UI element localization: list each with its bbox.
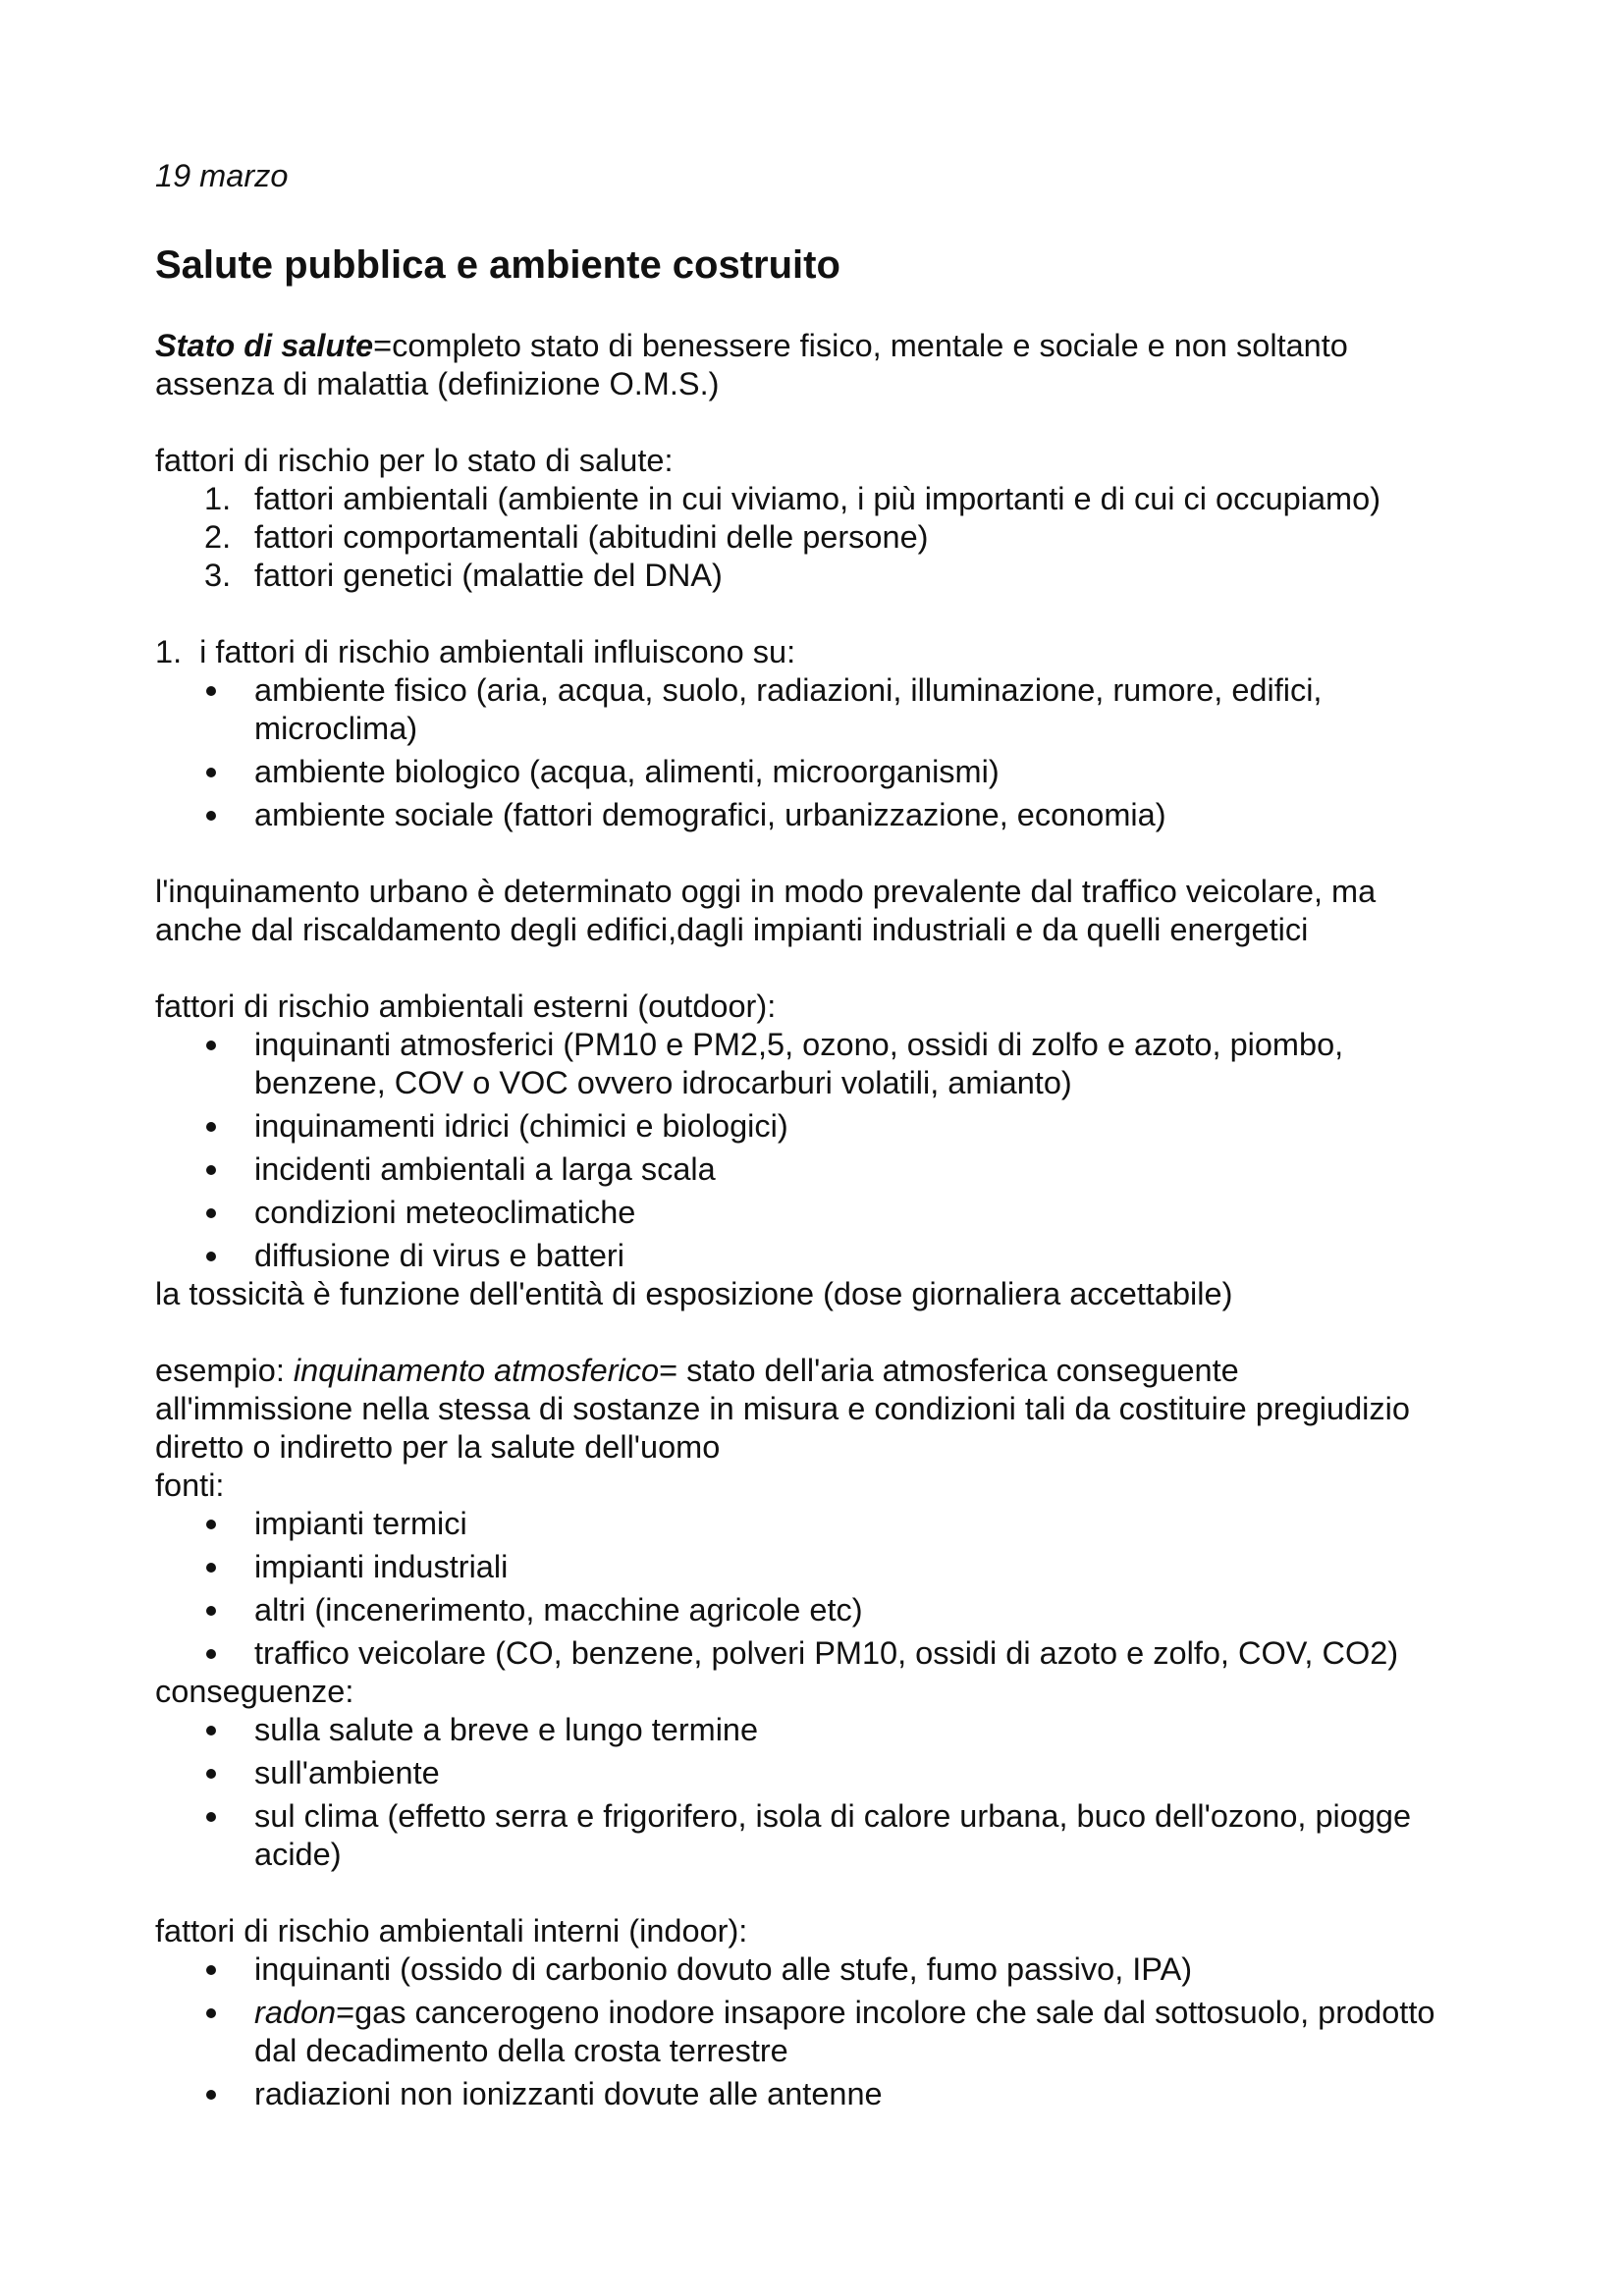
list-item: impianti termici [155, 1505, 1510, 1543]
consequences-label: conseguenze: [155, 1674, 354, 1709]
list-item: 1. fattori ambientali (ambiente in cui viviamo, i più importanti e di cui ci occupiamo) [204, 481, 1381, 516]
environmental-list [155, 671, 1510, 834]
definition-text-line2: assenza di malattia (definizione O.M.S.) [155, 366, 720, 401]
list-item: impianti industriali [155, 1548, 1510, 1586]
consequences-list [155, 1711, 1510, 1874]
bullet-icon [206, 811, 216, 821]
list-item: altri (incenerimento, macchine agricole etc) [155, 1591, 1510, 1629]
indoor-section [155, 1912, 1510, 2113]
list-item: radiazioni non ionizzanti dovute alle antenne [155, 2075, 1510, 2113]
list-item: ambiente fisico (aria, acqua, suolo, radiazioni, illuminazione, rumore, edifici, microclima) [155, 671, 1510, 748]
bullet-icon [206, 1165, 216, 1175]
bullet-icon [206, 1606, 216, 1616]
environmental-intro: 1. i fattori di rischio ambientali influiscono su: [155, 634, 796, 669]
bullet-icon [206, 1520, 216, 1529]
list-item: radon=gas cancerogeno inodore insapore incolore che sale dal sottosuolo, prodotto dal decadimento della crosta terrestre [155, 1994, 1510, 2070]
list-item: 2. fattori comportamentali (abitudini delle persone) [204, 519, 929, 555]
list-item: sul clima (effetto serra e frigorifero, isola di calore urbana, buco dell'ozono, piogge acide) [155, 1797, 1510, 1874]
bullet-icon [206, 1726, 216, 1735]
outdoor-intro: fattori di rischio ambientali esterni (outdoor): [155, 988, 777, 1024]
bullet-icon [206, 1122, 216, 1132]
bullet-icon [206, 686, 216, 696]
bullet-icon [206, 1208, 216, 1218]
bullet-icon [206, 2008, 216, 2018]
example-section: esempio: inquinamento atmosferico= stato dell'aria atmosferica conseguente all'immissione nella stessa di sostanze in misura e condizioni tali da costituire pregiudizio diretto o indiretto per la salute dell'uomo fonti: impianti termici impianti industriali altri (incenerimento, macchine agricole etc) traffico veicolare (CO, benzene, polveri PM10, ossidi di azoto e zolfo, COV, CO2) conseguenze: sulla salute a breve e lungo termine sull'ambiente sul clima (effetto serra e frigorifero, isola di calore urbana, buco dell'ozono, piogge acide) [155, 1352, 1510, 1874]
list-item: ambiente biologico (acqua, alimenti, microorganismi) [155, 753, 1510, 791]
indoor-list [155, 1950, 1510, 2113]
list-item: 3. fattori genetici (malattie del DNA) [204, 558, 723, 593]
bullet-icon [206, 768, 216, 777]
definition-paragraph [155, 327, 1510, 403]
indoor-intro: fattori di rischio ambientali interni (indoor): [155, 1913, 748, 1949]
bullet-icon [206, 1769, 216, 1779]
environmental-section [155, 633, 1510, 834]
definition-term: Stato di salute [155, 328, 374, 363]
page-title: Salute pubblica e ambiente costruito [155, 243, 840, 287]
definition-text-line1: =completo stato di benessere fisico, mentale e sociale e non soltanto [373, 328, 1348, 363]
bullet-icon [206, 1812, 216, 1822]
list-item: traffico veicolare (CO, benzene, polveri PM10, ossidi di azoto e zolfo, COV, CO2) [155, 1634, 1510, 1673]
date-label: 19 marzo [155, 158, 289, 193]
example-line1: esempio: inquinamento atmosferico= stato dell'aria atmosferica conseguente [155, 1353, 1239, 1388]
sources-list [155, 1505, 1510, 1673]
bullet-icon [206, 1563, 216, 1573]
list-item: sulla salute a breve e lungo termine [155, 1711, 1510, 1749]
list-item: inquinanti (ossido di carbonio dovuto alle stufe, fumo passivo, IPA) [155, 1950, 1510, 1989]
outdoor-section [155, 988, 1510, 1313]
toxicity-note: la tossicità è funzione dell'entità di esposizione (dose giornaliera accettabile) [155, 1276, 1233, 1311]
risk-factors-section [155, 442, 1510, 595]
sources-label: fonti: [155, 1468, 225, 1503]
example-term: inquinamento atmosferico [293, 1353, 660, 1388]
list-item: condizioni meteoclimatiche [155, 1194, 1510, 1232]
radon-term: radon [254, 1995, 337, 2030]
list-item: inquinamenti idrici (chimici e biologici) [155, 1107, 1510, 1146]
bullet-icon [206, 1965, 216, 1975]
bullet-icon [206, 1649, 216, 1659]
list-item: sull'ambiente [155, 1754, 1510, 1792]
list-item: diffusione di virus e batteri [155, 1237, 1510, 1275]
risk-factors-intro: fattori di rischio per lo stato di salute: [155, 443, 674, 478]
bullet-icon [206, 2090, 216, 2100]
bullet-icon [206, 1041, 216, 1050]
bullet-icon [206, 1252, 216, 1261]
document-body [155, 327, 1510, 2113]
list-item: inquinanti atmosferici (PM10 e PM2,5, ozono, ossidi di zolfo e azoto, piombo, benzene, COV o VOC ovvero idrocarburi volatili, amianto) [155, 1026, 1510, 1102]
list-item: ambiente sociale (fattori demografici, urbanizzazione, economia) [155, 796, 1510, 834]
risk-factors-list [155, 480, 1510, 595]
outdoor-list [155, 1026, 1510, 1275]
urban-pollution-paragraph: l'inquinamento urbano è determinato oggi in modo prevalente dal traffico veicolare, ma anche dal riscaldamento degli edifici,dagli impianti industriali e da quelli energetici [155, 874, 1377, 947]
list-item: incidenti ambientali a larga scala [155, 1150, 1510, 1189]
